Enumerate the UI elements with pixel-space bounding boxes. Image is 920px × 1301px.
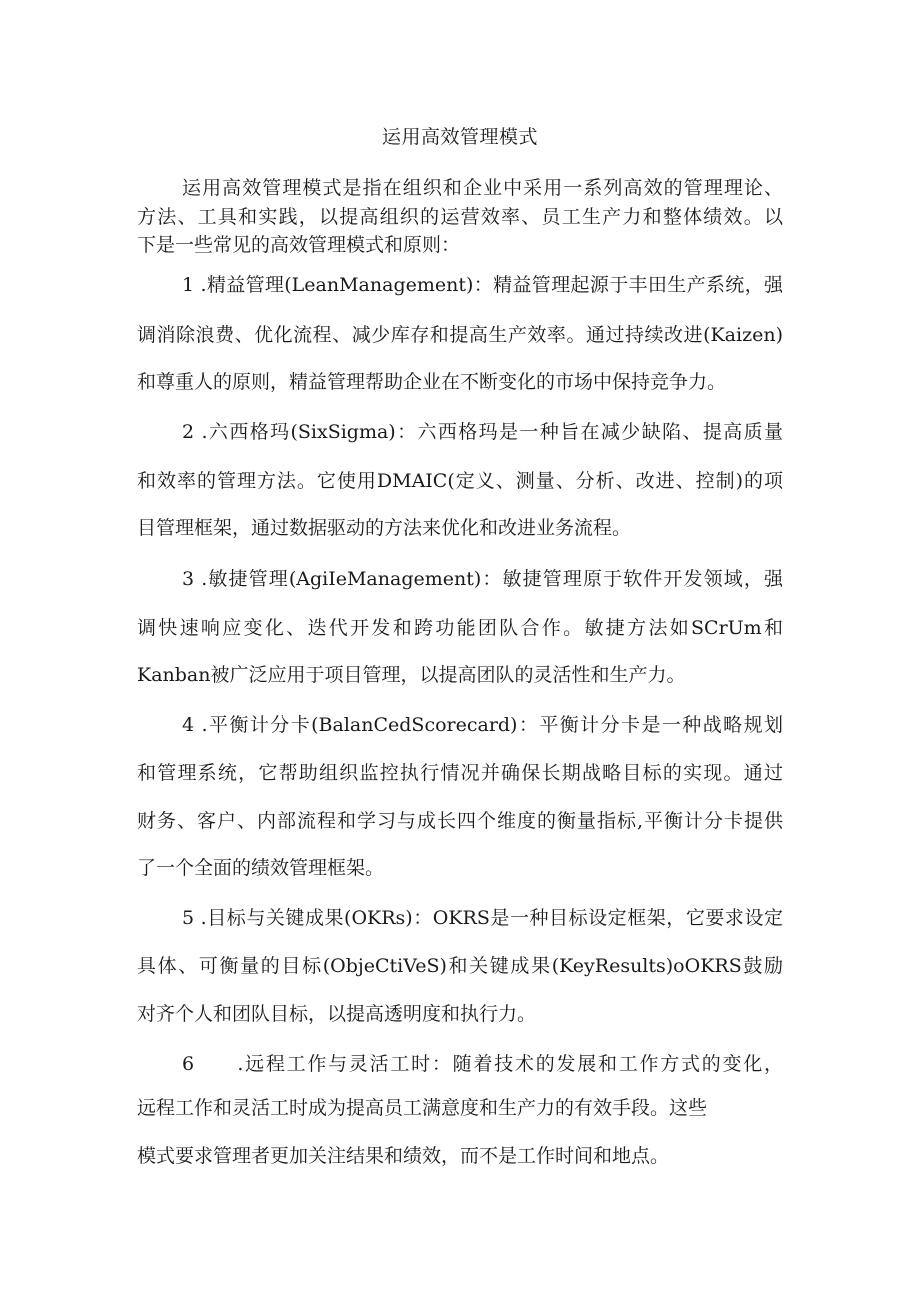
list-item-line: 目管理框架，通过数据驱动的方法来优化和改进业务流程。 [137, 517, 632, 539]
list-item-line: 模式要求管理者更加关注结果和绩效，而不是工作时间和地点。 [137, 1145, 670, 1167]
list-item-line: Kanban被广泛应用于项目管理，以提高团队的灵活性和生产力。 [137, 664, 686, 686]
list-item-line: 和管理系统，它帮助组织监控执行情况并确保长期战略目标的实现。通过 [137, 762, 783, 784]
list-item-line: 了一个全面的绩效管理框架。 [137, 857, 385, 879]
list-item-line: 对齐个人和团队目标，以提高透明度和执行力。 [137, 1003, 537, 1025]
list-item-line: 1 .精益管理(LeanManagement)：精益管理起源于丰田生产系统，强 [182, 274, 783, 296]
list-item-line: 4 .平衡计分卡(BalanCedScorecard)：平衡计分卡是一种战略规划 [182, 714, 783, 736]
paragraph-line: 方法、工具和实践，以提高组织的运营效率、员工生产力和整体绩效。以 [137, 206, 783, 228]
list-item-line: 调快速响应变化、迭代开发和跨功能团队合作。敏捷方法如SCrUm和 [137, 617, 783, 639]
list-item-line: 具体、可衡量的目标(ObjeCtiVeS)和关键成果(KeyResults)oOKRS鼓励 [137, 955, 783, 977]
list-item-line: 财务、客户、内部流程和学习与成长四个维度的衡量指标,平衡计分卡提供 [137, 810, 783, 832]
list-item-line: 5 .目标与关键成果(OKRs)：OKRS是一种目标设定框架，它要求设定 [182, 907, 783, 929]
list-item-line: 和尊重人的原则，精益管理帮助企业在不断变化的市场中保持竞争力。 [137, 371, 727, 393]
list-item-line: 远程工作和灵活工时成为提高员工满意度和生产力的有效手段。这些 [137, 1097, 708, 1119]
document-title: 运用高效管理模式 [381, 126, 538, 148]
paragraph-line: 下是一些常见的高效管理模式和原则： [137, 234, 461, 256]
list-item-line: 6 .远程工作与灵活工时：随着技术的发展和工作方式的变化， [182, 1053, 783, 1075]
paragraph-line: 运用高效管理模式是指在组织和企业中采用一系列高效的管理理论、 [182, 177, 783, 199]
list-item-line: 调消除浪费、优化流程、减少库存和提高生产效率。通过持续改进(Kaizen) [137, 324, 783, 346]
list-item-line: 和效率的管理方法。它使用DMAIC(定义、测量、分析、改进、控制)的项 [137, 470, 783, 492]
list-item-line: 2 .六西格玛(SixSigma)：六西格玛是一种旨在减少缺陷、提高质量 [182, 421, 783, 443]
list-item-line: 3 .敏捷管理(AgiIeManagement)：敏捷管理原于软件开发领域，强 [182, 568, 783, 590]
